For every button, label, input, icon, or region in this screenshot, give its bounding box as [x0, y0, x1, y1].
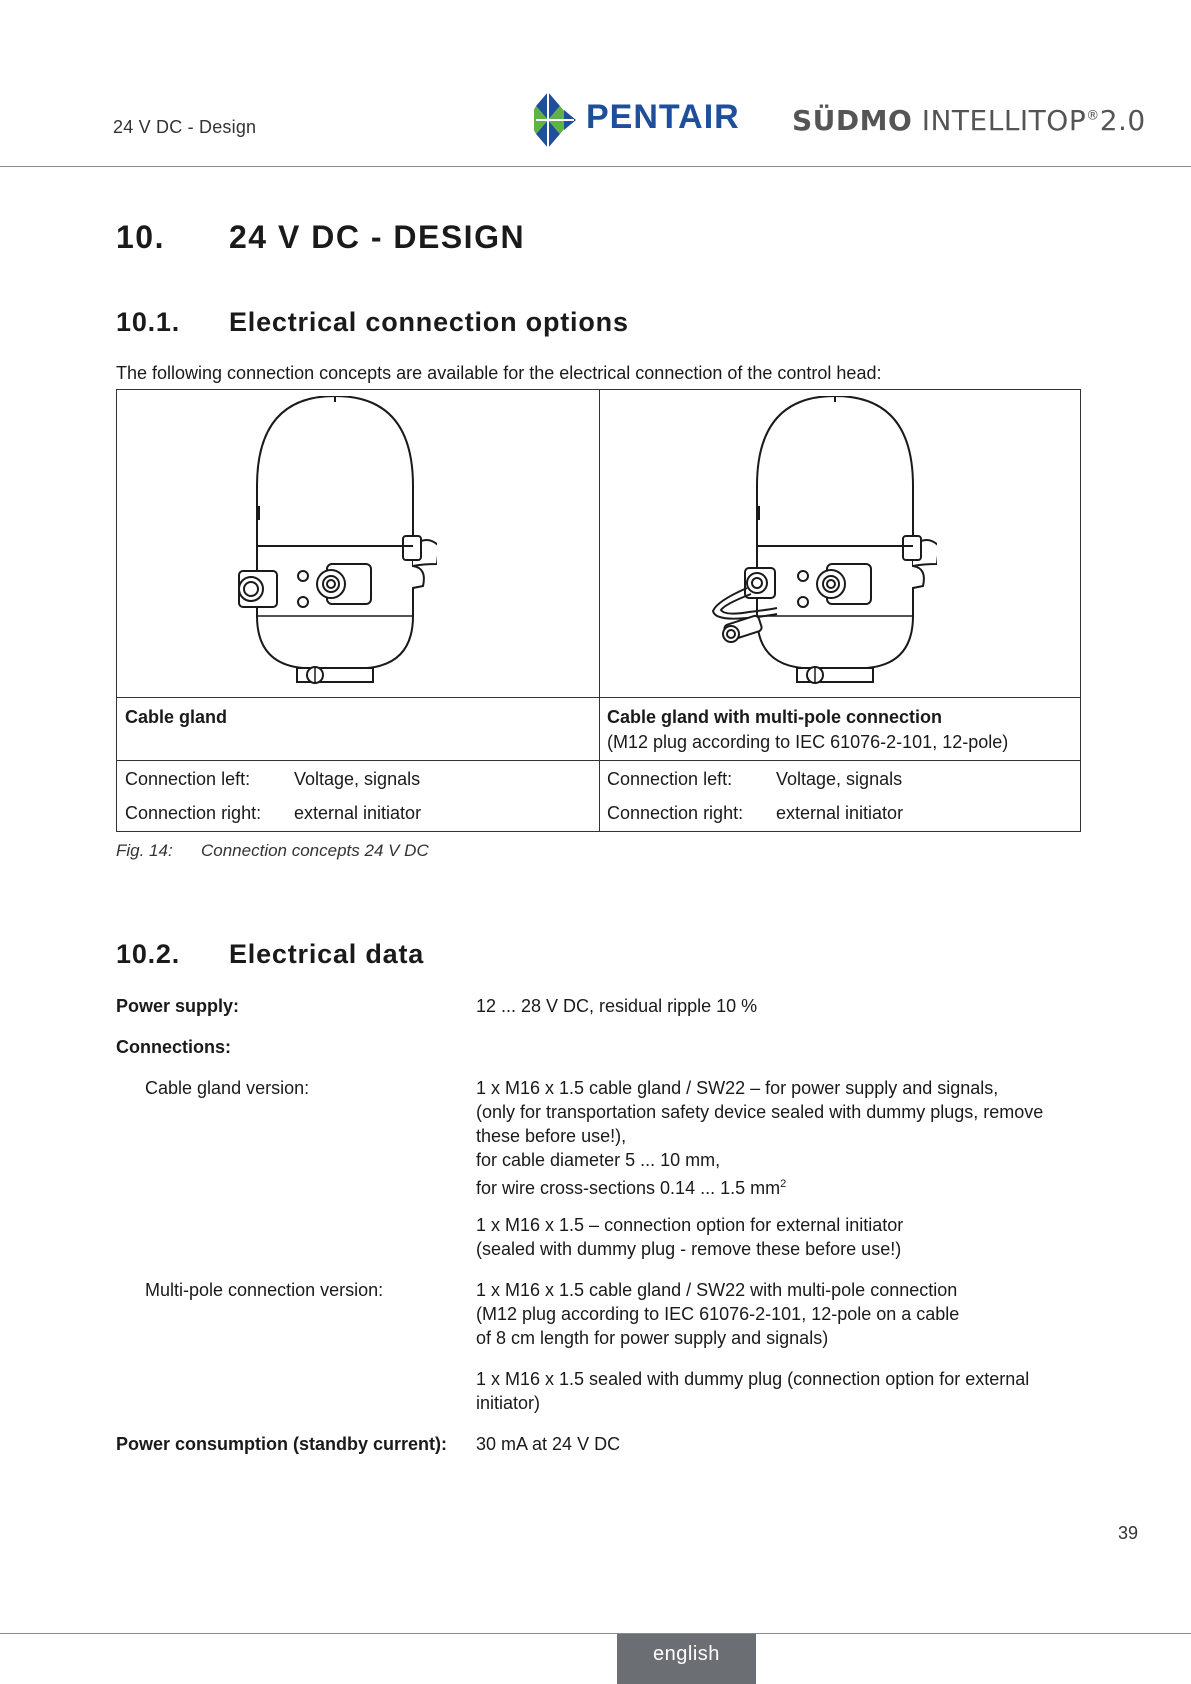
multipole-heading [607, 705, 1008, 755]
cable-gland-heading: Cable gland [125, 707, 228, 727]
power-supply-value: 12 ... 28 V DC, residual ripple 10 % [476, 996, 758, 1016]
power-supply-label: Power supply: [116, 996, 240, 1016]
control-head-multipole-illustration [707, 396, 937, 686]
figure-caption: Fig. 14: Connection concepts 24 V DC [116, 841, 429, 860]
left-connection-left-row: Connection left: Voltage, signals [125, 769, 421, 789]
pentair-logo-icon [534, 92, 582, 148]
page-number: 39 [1118, 1523, 1139, 1543]
chapter-number: 10. [116, 219, 165, 255]
chapter-title: 24 V DC - DESIGN [229, 219, 526, 255]
section-title: Electrical connection options [229, 307, 629, 337]
connections-label: Connections: [116, 1037, 231, 1057]
power-consumption-value: 30 mA at 24 V DC [476, 1434, 621, 1454]
section-number: 10.1. [116, 307, 181, 337]
brand-name: PENTAIR [586, 98, 740, 136]
product-name: SÜDMO INTELLITOP®2.0 [792, 104, 1146, 137]
control-head-cable-gland-illustration [227, 396, 437, 686]
multipole-title: Cable gland with multi-pole connection [607, 707, 943, 727]
right-connection-right-row: Connection right: external initiator [607, 803, 904, 823]
language-tab: english [617, 1634, 756, 1684]
multipole-subtitle: (M12 plug according to IEC 61076-2-101, 12-pole) [607, 732, 1009, 752]
multipole-version-label: Multi-pole connection version: [145, 1280, 384, 1300]
running-header-section: 24 V DC - Design [113, 117, 257, 137]
header-divider [0, 166, 1191, 167]
right-connection-left-row: Connection left: Voltage, signals [607, 769, 903, 789]
multipole-version-value: 1 x M16 x 1.5 cable gland / SW22 with multi-pole connection (M12 plug according to IEC 61076-2-101, 12-pole on a cable of 8 cm length for power supply and signals) [476, 1280, 960, 1348]
intro-paragraph: The following connection concepts are available for the electrical connection of the control head: [116, 363, 882, 383]
left-connection-right-row: Connection right: external initiator [125, 803, 422, 823]
cable-gland-initiator-value: 1 x M16 x 1.5 – connection option for external initiator (sealed with dummy plug - remove these before use!) [476, 1215, 904, 1259]
table-row-divider [117, 697, 1080, 698]
chapter-heading [116, 219, 816, 259]
section-heading-10-2 [116, 939, 916, 975]
cable-gland-version-value: 1 x M16 x 1.5 cable gland / SW22 – for power supply and signals, (only for transportation safety device sealed with dummy plugs, remove these before use!), for cable diameter 5 ... 10 mm, for wire cross-sections 0.14 ... 1.5 $mm^2$ [476, 1078, 1044, 1198]
table-column-divider [599, 390, 600, 831]
multipole-initiator-value: 1 x M16 x 1.5 sealed with dummy plug (connection option for external initiator) [476, 1369, 1030, 1413]
brand-logo [534, 92, 1146, 152]
section-title: Electrical data [229, 939, 425, 969]
cable-gland-version-label: Cable gland version: [145, 1078, 310, 1098]
power-consumption-label: Power consumption (standby current): [116, 1434, 448, 1454]
section-number: 10.2. [116, 939, 181, 969]
section-heading-10-1 [116, 307, 916, 343]
table-row-divider [117, 760, 1080, 761]
footer-divider [0, 1633, 1191, 1634]
connection-concepts-table [116, 389, 1081, 832]
